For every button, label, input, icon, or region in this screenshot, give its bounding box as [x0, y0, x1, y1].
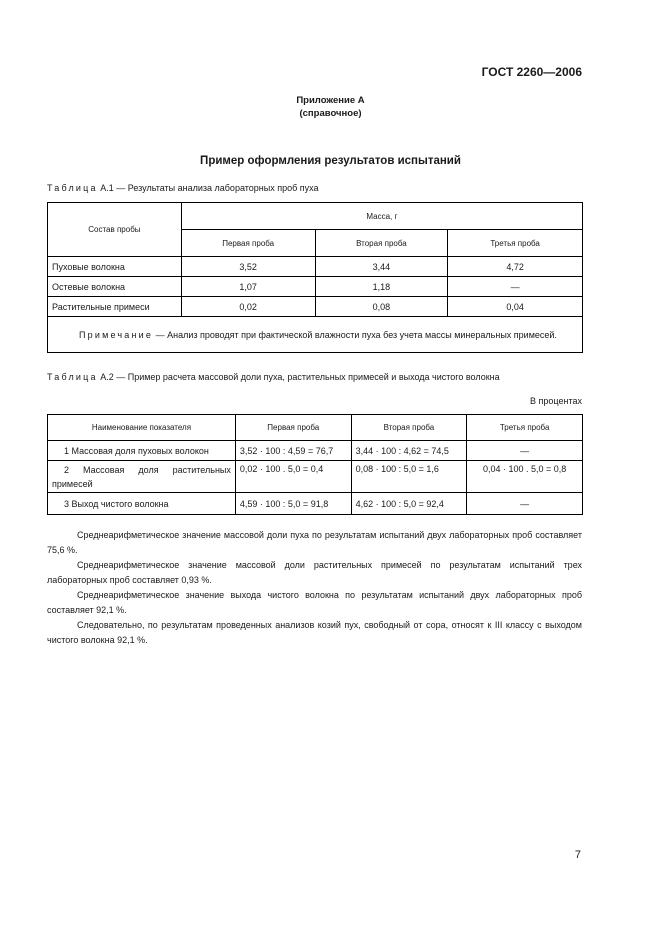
- table-cell: 3,44 · 100 : 4,62 = 74,5: [351, 441, 467, 461]
- table-row: [48, 461, 583, 493]
- table-cell: 0,02 · 100 . 5,0 = 0,4: [235, 461, 351, 493]
- annex-type: (справочное): [299, 108, 362, 119]
- row-label: 1 Массовая доля пуховых волокон: [48, 441, 236, 461]
- table1-caption: [47, 183, 319, 193]
- col-probe1-header: Первая проба: [181, 230, 315, 257]
- row-label: Пуховые волокна: [48, 257, 182, 277]
- results-table: [47, 202, 583, 353]
- paragraph: Среднеарифметическое значение массовой доли растительных примесей по результатам испытаний трех лабораторных проб составляет 0,93 %.: [47, 560, 582, 585]
- table-row: [48, 257, 583, 277]
- row-label: 3 Выход чистого волокна: [48, 493, 236, 515]
- table2-caption-text: А.2 — Пример расчета массовой доли пуха, растительных примесей и выхода чистого волокна: [100, 372, 500, 382]
- table-cell: 3,44: [315, 257, 448, 277]
- col-probe3-header: Третья проба: [467, 415, 583, 441]
- table1-caption-label: Таблица: [47, 183, 98, 193]
- row-label-line2: примесей: [52, 478, 93, 489]
- standard-number: ГОСТ 2260—2006: [481, 65, 582, 79]
- table-row: [48, 493, 583, 515]
- page-number: 7: [574, 849, 581, 861]
- units-label: В процентах: [530, 396, 582, 406]
- table-cell: —: [467, 441, 583, 461]
- table2-caption-label: Таблица: [47, 372, 98, 382]
- row-label: Растительные примеси: [48, 297, 182, 317]
- row-label: Остевые волокна: [48, 277, 182, 297]
- col-indicator-header: Наименование показателя: [48, 415, 236, 441]
- table-cell: 4,59 · 100 : 5,0 = 91,8: [235, 493, 351, 515]
- paragraph: Следовательно, по результатам проведенных анализов козий пух, свободный от сора, относят к III классу с выходом чистого волокна 92,1 %.: [47, 620, 582, 645]
- table-cell: 0,04 · 100 . 5,0 = 0,8: [467, 461, 583, 493]
- calculation-table: [47, 414, 583, 515]
- conclusion-text: [47, 528, 582, 648]
- row-label: [48, 461, 236, 493]
- col-sample-header: Состав пробы: [48, 203, 182, 257]
- row-label-line1: 2 Массовая доля растительных: [64, 464, 231, 475]
- table-cell: 0,08 · 100 : 5,0 = 1,6: [351, 461, 467, 493]
- table2-caption: [47, 372, 500, 382]
- col-probe3-header: Третья проба: [448, 230, 583, 257]
- table1-caption-text: А.1 — Результаты анализа лабораторных проб пуха: [100, 183, 319, 193]
- annex-title: Приложение А: [296, 95, 365, 106]
- table-row: [48, 277, 583, 297]
- note-text: — Анализ проводят при фактической влажности пуха без учета массы минеральных примесей.: [155, 329, 557, 340]
- table-cell: 1,18: [315, 277, 448, 297]
- note-label: Примечание: [79, 329, 154, 340]
- col-probe2-header: Вторая проба: [351, 415, 467, 441]
- table-note: [48, 317, 583, 353]
- table-cell: —: [467, 493, 583, 515]
- col-probe2-header: Вторая проба: [315, 230, 448, 257]
- paragraph: Среднеарифметическое значение массовой доли пуха по результатам испытаний двух лабораторных проб составляет 75,6 %.: [47, 530, 582, 555]
- col-mass-header: Масса, г: [181, 203, 582, 230]
- table-cell: 0,04: [448, 297, 583, 317]
- table-row: [48, 297, 583, 317]
- table-row: [48, 441, 583, 461]
- section-title: Пример оформления результатов испытаний: [200, 155, 461, 167]
- table-cell: 1,07: [181, 277, 315, 297]
- table-cell: 3,52 · 100 : 4,59 = 76,7: [235, 441, 351, 461]
- paragraph: Среднеарифметическое значение выхода чистого волокна по результатам испытаний двух лабораторных проб составляет 92,1 %.: [47, 590, 582, 615]
- table-cell: —: [448, 277, 583, 297]
- table-cell: 4,62 · 100 : 5,0 = 92,4: [351, 493, 467, 515]
- table-cell: 0,08: [315, 297, 448, 317]
- table-cell: 3,52: [181, 257, 315, 277]
- table-cell: 0,02: [181, 297, 315, 317]
- table-cell: 4,72: [448, 257, 583, 277]
- col-probe1-header: Первая проба: [235, 415, 351, 441]
